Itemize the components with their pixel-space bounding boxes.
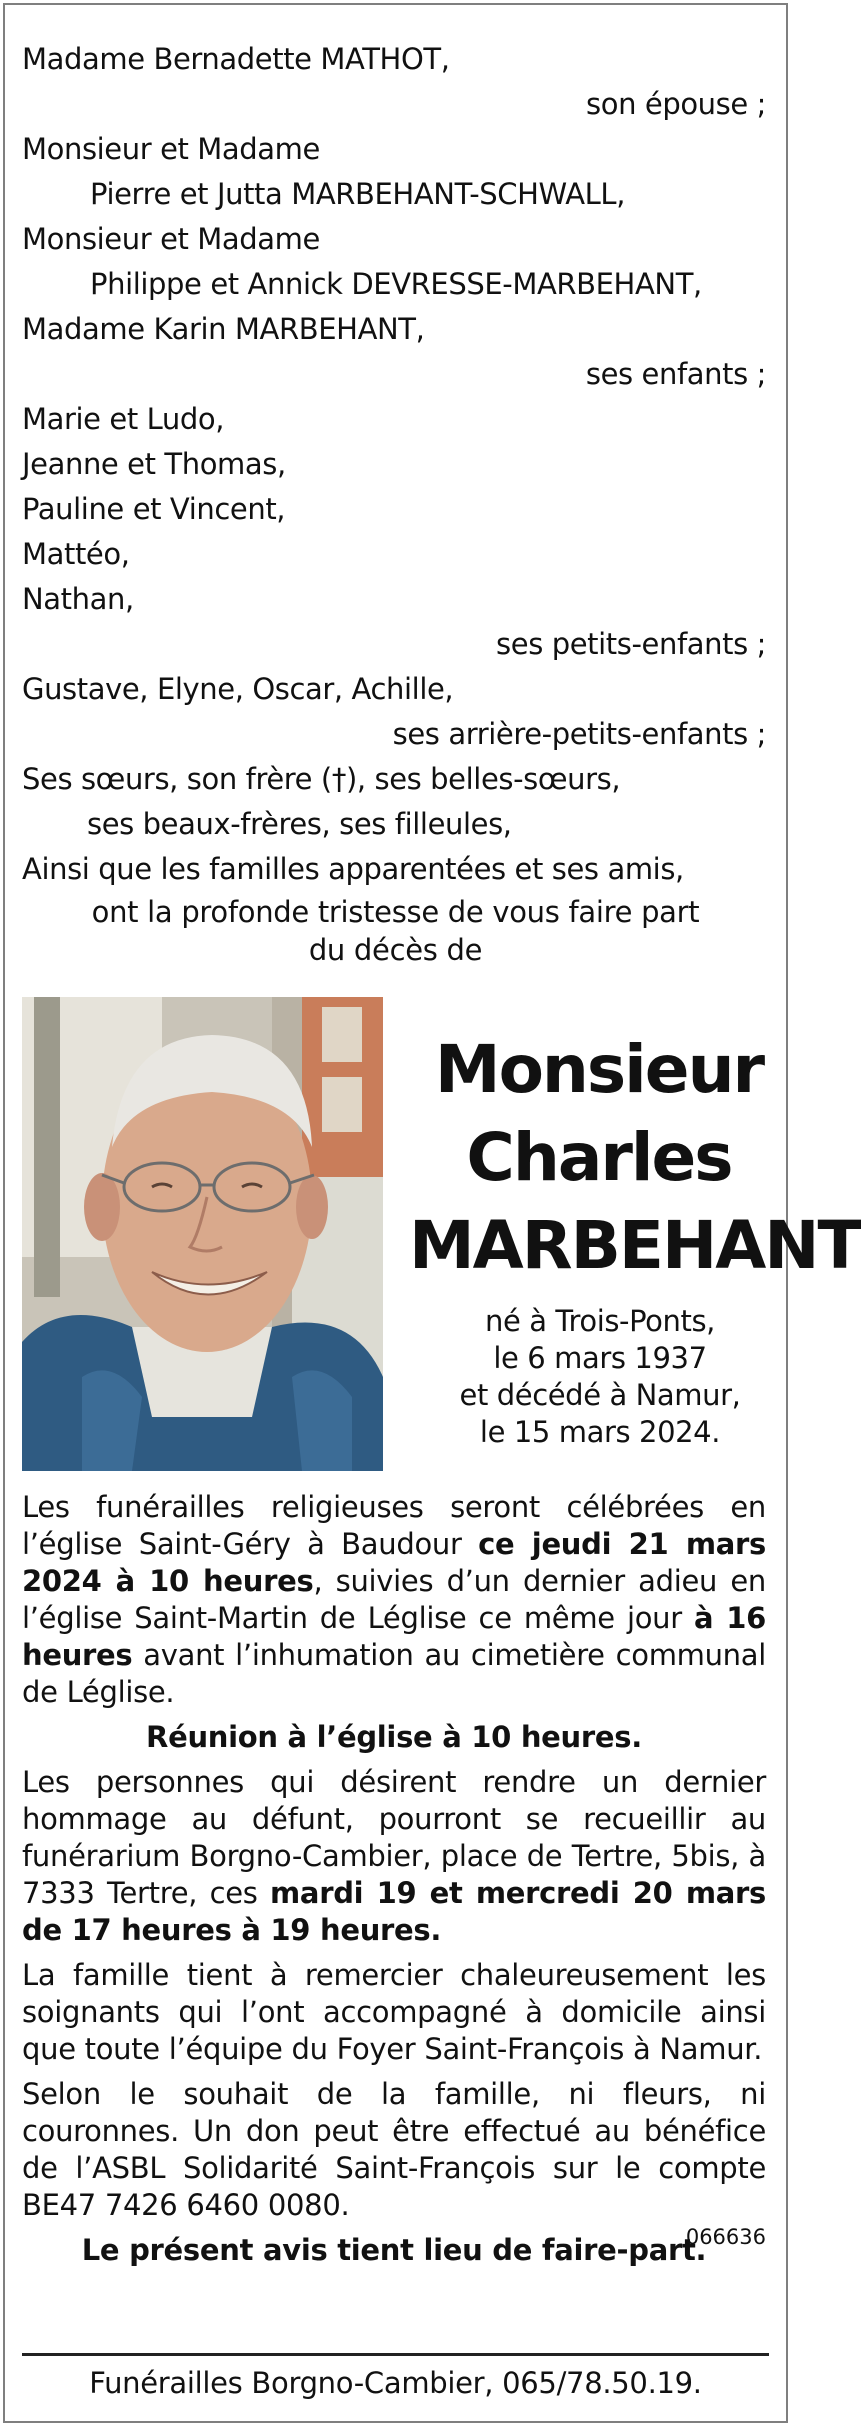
family-member-line: Monsieur et Madame <box>22 222 320 256</box>
announcement-intro <box>5 893 786 969</box>
visitation-paragraph: Les personnes qui désirent rendre un dernier hommage au défunt, pourront se recueillir au funérarium Borgno-Cambier, place de Tertre, 5bis, à 7333 Tertre, ces mardi 19 et mercredi 20 mars de 17 heures à 19 heures. <box>22 1765 766 1947</box>
deceased-last-name: MARBEHANT <box>409 1207 861 1284</box>
birth-death-info <box>425 1303 775 1451</box>
relation-label: son épouse ; <box>586 87 766 121</box>
divider <box>22 2353 769 2356</box>
family-member-line: Pierre et Jutta MARBEHANT-SCHWALL, <box>90 177 626 211</box>
relation-label: ses arrière-petits-enfants ; <box>392 717 766 751</box>
thanks-paragraph: La famille tient à remercier chaleureusement les soignants qui l’ont accompagné à domicile ainsi que toute l’équipe du Foyer Saint-François à Namur. <box>22 1958 766 2066</box>
family-member-line: Ainsi que les familles apparentées et ses amis, <box>22 852 684 886</box>
intro-line: ont la profonde tristesse de vous faire part <box>91 895 700 929</box>
funeral-home-footer: Funérailles Borgno-Cambier, 065/78.50.19. <box>89 2366 702 2400</box>
family-member-line: Madame Karin MARBEHANT, <box>22 312 425 346</box>
reference-number: 066636 <box>685 2225 766 2249</box>
family-list <box>22 37 766 892</box>
death-date: le 15 mars 2024. <box>479 1415 721 1449</box>
death-place: et décédé à Namur, <box>459 1378 741 1412</box>
reunion-notice: Réunion à l’église à 10 heures. <box>146 1720 642 1754</box>
family-member-line: Philippe et Annick DEVRESSE-MARBEHANT, <box>90 267 702 301</box>
family-member-line: Gustave, Elyne, Oscar, Achille, <box>22 672 454 706</box>
family-member-line: Nathan, <box>22 582 134 616</box>
donation-paragraph: Selon le souhait de la famille, ni fleurs, ni couronnes. Un don peut être effectué au bénéfice de l’ASBL Solidarité Saint-François sur le compte BE47 7426 6460 0080. <box>22 2077 766 2222</box>
intro-line: du décès de <box>308 933 483 967</box>
family-member-line: Mattéo, <box>22 537 130 571</box>
family-member-line: Ses sœurs, son frère (†), ses belles-sœurs, <box>22 762 621 796</box>
portrait-photo <box>22 997 383 1471</box>
closing-notice: Le présent avis tient lieu de faire-part. <box>81 2233 707 2267</box>
funeral-paragraph: Les funérailles religieuses seront célébrées en l’église Saint-Géry à Baudour ce jeudi 21 mars 2024 à 10 heures, suivies d’un dernier adieu en l’église Saint-Martin de Léglise ce même jour à 16 heures avant l’inhumation au cimetière communal de Léglise. <box>22 1490 767 1709</box>
family-member-line: Pauline et Vincent, <box>22 492 286 526</box>
family-member-line: ses beaux-frères, ses filleules, <box>87 807 512 841</box>
family-member-line: Madame Bernadette MATHOT, <box>22 42 450 76</box>
birth-place: né à Trois-Ponts, <box>484 1304 715 1338</box>
relation-label: ses enfants ; <box>585 357 766 391</box>
relation-label: ses petits-enfants ; <box>496 627 766 661</box>
family-member-line: Monsieur et Madame <box>22 132 320 166</box>
family-member-line: Jeanne et Thomas, <box>22 447 286 481</box>
deceased-first-name: Charles <box>466 1119 732 1196</box>
deceased-title: Monsieur <box>434 1031 764 1108</box>
family-member-line: Marie et Ludo, <box>22 402 225 436</box>
funeral-details <box>22 1489 766 2277</box>
birth-date: le 6 mars 1937 <box>493 1341 707 1375</box>
death-notice <box>3 3 861 2423</box>
